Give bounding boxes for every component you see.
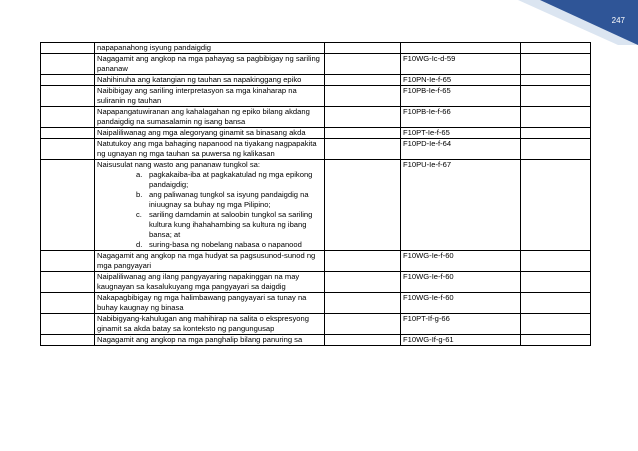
competency-code: F10PD-Ie-f-64 (403, 139, 452, 148)
empty-cell (325, 335, 401, 346)
empty-cell (325, 293, 401, 314)
competency-cell (95, 314, 325, 335)
empty-cell (41, 139, 95, 160)
empty-cell (521, 86, 591, 107)
code-cell (401, 272, 521, 293)
empty-cell (521, 160, 591, 251)
code-cell (401, 251, 521, 272)
code-cell (401, 314, 521, 335)
empty-cell (521, 251, 591, 272)
list-marker: b. (136, 190, 143, 199)
table-row (41, 54, 591, 75)
code-cell (401, 86, 521, 107)
competency-code: F10PN-Ie-f-65 (403, 75, 452, 84)
competency-text: Nahihinuha ang katangian ng tauhan sa napakinggang epiko (97, 75, 302, 84)
empty-cell (41, 43, 95, 54)
table-row (41, 43, 591, 54)
code-cell (401, 107, 521, 128)
empty-cell (325, 128, 401, 139)
competency-text: Nagagamit ang angkop na mga hudyat sa pagsusunod-sunod ng mga pangyayari (97, 251, 316, 270)
curriculum-table (40, 42, 591, 346)
empty-cell (325, 272, 401, 293)
table-row (41, 272, 591, 293)
competency-cell (95, 251, 325, 272)
competency-code: F10PT-Ie-f-65 (403, 128, 450, 137)
list-marker: c. (136, 210, 142, 219)
competency-code: F10WG-Ic-d-59 (403, 54, 456, 63)
empty-cell (41, 160, 95, 251)
empty-cell (41, 54, 95, 75)
competency-code: F10WG-Ie-f-60 (403, 293, 454, 302)
competency-cell (95, 272, 325, 293)
table-row (41, 160, 591, 251)
list-item (136, 240, 322, 250)
list-marker: a. (136, 170, 143, 179)
competency-text: napapanahong isyung pandaigdig (97, 43, 212, 52)
competency-text: Napapangatuwiranan ang kahalagahan ng epiko bilang akdang pandaigdig na sumasalamin ng isang bansa (97, 107, 310, 126)
competency-cell (95, 128, 325, 139)
empty-cell (325, 160, 401, 251)
competency-code: F10WG-Ie-f-60 (403, 272, 454, 281)
empty-cell (521, 75, 591, 86)
competency-text: Naisusulat nang wasto ang pananaw tungkol sa: (97, 160, 260, 169)
empty-cell (325, 107, 401, 128)
code-cell (401, 128, 521, 139)
table-row (41, 128, 591, 139)
competency-cell (95, 43, 325, 54)
empty-cell (325, 75, 401, 86)
table-row (41, 335, 591, 346)
competency-cell (95, 86, 325, 107)
competency-text: Nagagamit ang angkop na mga panghalip bilang panuring sa (97, 335, 303, 344)
competency-cell (95, 54, 325, 75)
code-cell (401, 293, 521, 314)
competency-cell (95, 75, 325, 86)
table-row (41, 293, 591, 314)
competency-text: Nabibigyang-kahulugan ang mahihirap na salita o ekspresyong ginamit sa akda batay sa konteksto ng pangungusap (97, 314, 309, 333)
competency-code: F10PU-Ie-f-67 (403, 160, 452, 169)
competency-code: F10WG-Ie-f-60 (403, 251, 454, 260)
competency-text: Nagagamit ang angkop na mga pahayag sa pagbibigay ng sariling pananaw (97, 54, 320, 73)
table-row (41, 139, 591, 160)
empty-cell (41, 293, 95, 314)
table-row (41, 107, 591, 128)
empty-cell (521, 293, 591, 314)
empty-cell (41, 86, 95, 107)
empty-cell (325, 251, 401, 272)
empty-cell (325, 54, 401, 75)
competency-text: Nakapagbibigay ng mga halimbawang pangyayari sa tunay na buhay kaugnay ng binasa (97, 293, 307, 312)
empty-cell (521, 272, 591, 293)
empty-cell (41, 75, 95, 86)
competency-cell (95, 107, 325, 128)
list-marker: d. (136, 240, 143, 249)
empty-cell (521, 139, 591, 160)
empty-cell (41, 335, 95, 346)
table-row (41, 314, 591, 335)
competency-cell (95, 139, 325, 160)
competency-text: Naipaliliwanag ang mga alegoryang ginamit sa binasang akda (97, 128, 306, 137)
competency-text: Naibibigay ang sariling interpretasyon sa mga kinaharap na suliranin ng tauhan (97, 86, 297, 105)
code-cell (401, 54, 521, 75)
list-item-text: suring-basa ng nobelang nabasa o napanood (149, 240, 302, 249)
competency-text: Naipaliliwanag ang ilang pangyayaring napakinggan na may kaugnayan sa kasalukuyang mga pangyayari sa daigdig (97, 272, 300, 291)
empty-cell (521, 43, 591, 54)
competency-sublist (97, 170, 322, 250)
code-cell (401, 139, 521, 160)
empty-cell (41, 272, 95, 293)
empty-cell (521, 314, 591, 335)
competency-cell (95, 293, 325, 314)
table-row (41, 251, 591, 272)
empty-cell (41, 107, 95, 128)
empty-cell (521, 128, 591, 139)
empty-cell (325, 86, 401, 107)
list-item (136, 170, 322, 190)
table-row (41, 75, 591, 86)
competency-cell (95, 335, 325, 346)
table-row (41, 86, 591, 107)
empty-cell (521, 107, 591, 128)
competency-code: F10WG-If-g-61 (403, 335, 454, 344)
page-number: 247 (611, 16, 625, 25)
code-cell (401, 335, 521, 346)
list-item-text: ang paliwanag tungkol sa isyung pandaigdig na iniuugnay sa buhay ng mga Pilipino; (149, 190, 309, 209)
competency-code: F10PT-If-g-66 (403, 314, 450, 323)
empty-cell (41, 314, 95, 335)
list-item-text: sariling damdamin at saloobin tungkol sa sariling kultura kung ihahahambing sa kultura ng ibang bansa; at (149, 210, 313, 239)
code-cell (401, 43, 521, 54)
list-item-text: pagkakaiba-iba at pagkakatulad ng mga epikong pandaigdig; (149, 170, 313, 189)
empty-cell (41, 128, 95, 139)
competency-cell (95, 160, 325, 251)
code-cell (401, 160, 521, 251)
empty-cell (521, 54, 591, 75)
list-item (136, 210, 322, 240)
competency-text: Natutukoy ang mga bahaging napanood na tiyakang nagpapakita ng ugnayan ng mga tauhan sa puwersa ng kalikasan (97, 139, 317, 158)
competency-code: F10PB-Ie-f-65 (403, 86, 451, 95)
empty-cell (325, 139, 401, 160)
competency-code: F10PB-Ie-f-66 (403, 107, 451, 116)
code-cell (401, 75, 521, 86)
list-item (136, 190, 322, 210)
empty-cell (325, 43, 401, 54)
empty-cell (325, 314, 401, 335)
empty-cell (41, 251, 95, 272)
empty-cell (521, 335, 591, 346)
